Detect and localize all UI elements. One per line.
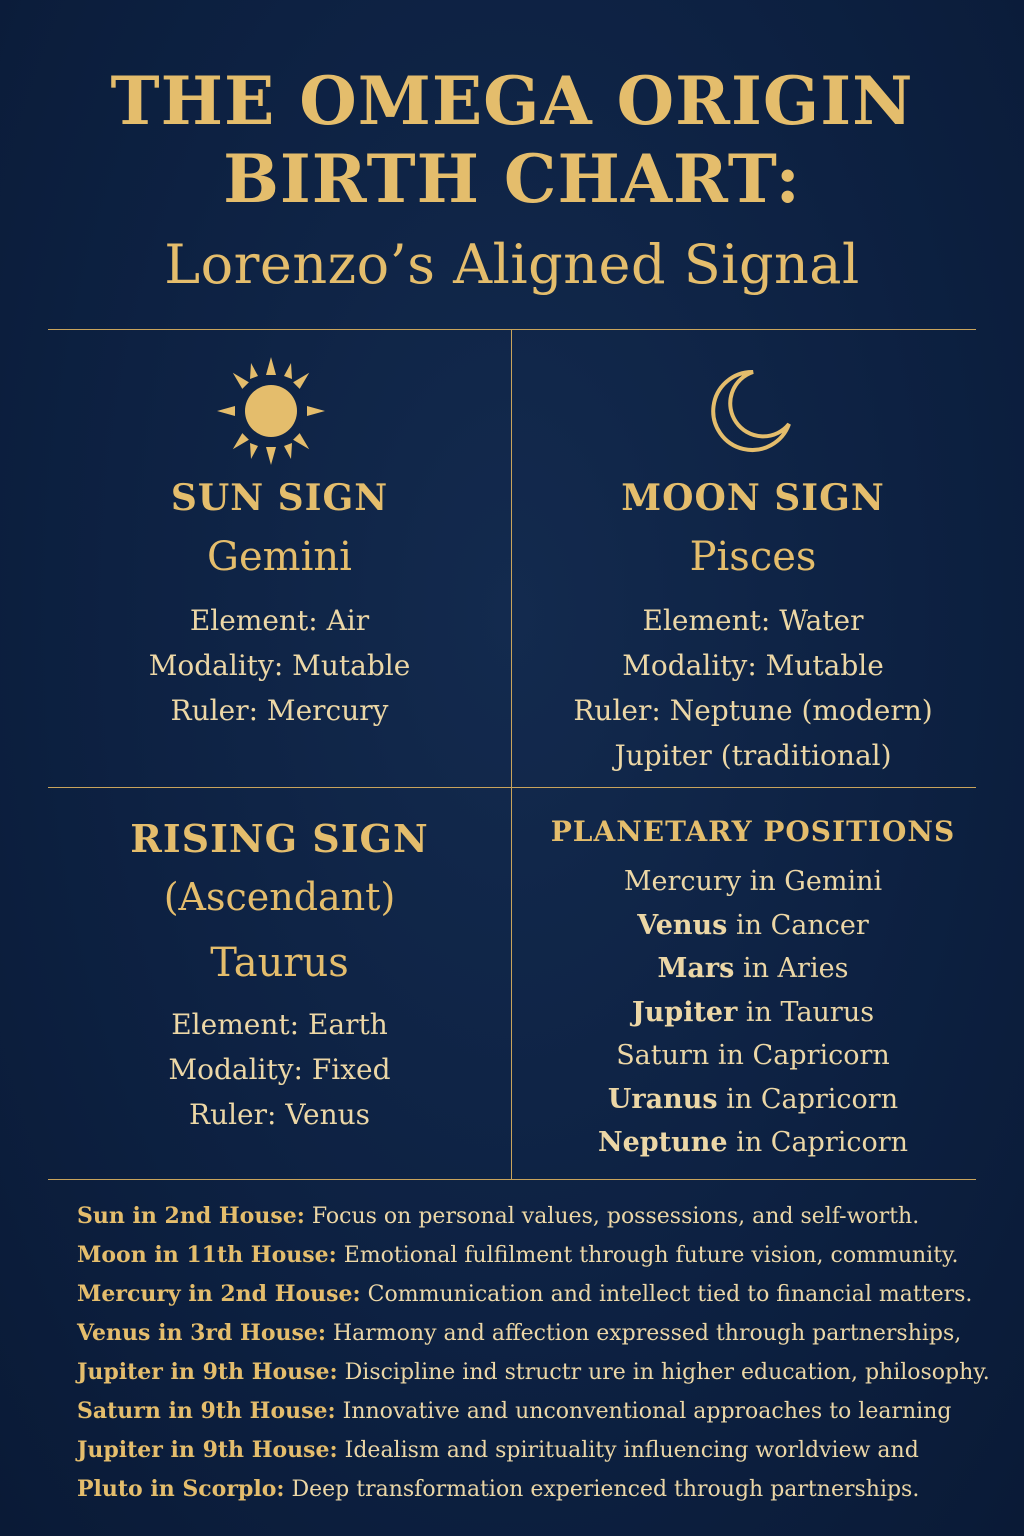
planet-sign: in Aries	[742, 953, 849, 984]
planet-position-item	[512, 860, 994, 904]
house-note-label: Pluto in Scorplo:	[77, 1476, 285, 1502]
house-note-text: Communication and intellect tied to financial matters.	[360, 1282, 973, 1307]
planet-name: Jupiter	[631, 996, 738, 1028]
rising-modality: Modality: Fixed	[168, 1053, 391, 1086]
planet-sign: in Taurus	[745, 996, 875, 1028]
planet-sign: in Capricorn	[717, 1040, 890, 1071]
house-note-label: Moon in 11th House:	[77, 1242, 337, 1268]
moon-element: Element: Water	[642, 604, 864, 637]
house-note-label: Mercury in 2nd House:	[77, 1281, 361, 1307]
house-note	[77, 1197, 1007, 1236]
house-note-text: Focus on personal values, possessions, and self-worth.	[304, 1204, 920, 1229]
house-note-label: Jupiter in 9th House:	[77, 1437, 338, 1463]
house-note-text: Emotional fulfilment through future vision, community.	[336, 1243, 959, 1268]
planet-list	[512, 860, 994, 1165]
house-note	[77, 1470, 1007, 1509]
rising-element: Element: Earth	[171, 1008, 388, 1041]
bottom-divider	[48, 1179, 976, 1180]
house-note-text: Innovative and unconventional approaches to learning	[335, 1399, 952, 1424]
house-note-label: Sun in 2nd House:	[77, 1203, 305, 1229]
rising-sign-panel	[48, 814, 511, 1137]
ascendant-label: (Ascendant)	[163, 875, 396, 919]
planetary-positions-heading: PLANETARY POSITIONS	[550, 815, 956, 848]
planet-position-item	[512, 947, 994, 991]
house-note	[77, 1431, 1007, 1470]
planet-sign: in Gemini	[749, 866, 883, 897]
subtitle: Lorenzo’s Aligned Signal	[164, 233, 860, 296]
house-note-text: Harmony and affection expressed through partnerships,	[326, 1321, 962, 1346]
house-notes	[77, 1197, 1007, 1509]
rising-sign-name: Taurus	[210, 940, 349, 986]
planet-position-item	[512, 1034, 994, 1078]
house-note-text: Idealism and spirituality influencing worldview and	[337, 1438, 919, 1463]
moon-sign-panel	[512, 476, 994, 778]
rising-ruler: Ruler: Venus	[188, 1098, 370, 1131]
planet-name: Mercury	[623, 866, 742, 897]
sun-sign-name: Gemini	[207, 534, 352, 580]
sun-element: Element: Air	[189, 604, 370, 637]
planet-name: Mars	[657, 953, 735, 984]
rising-sign-heading: RISING SIGN	[130, 816, 429, 861]
planet-name: Saturn	[616, 1040, 710, 1071]
sun-icon	[215, 355, 327, 467]
sun-ruler: Ruler: Mercury	[170, 694, 389, 727]
house-note	[77, 1275, 1007, 1314]
planetary-positions-panel	[512, 812, 994, 1165]
planet-position-item	[512, 991, 994, 1035]
house-note	[77, 1236, 1007, 1275]
sun-modality: Modality: Mutable	[148, 649, 411, 682]
middle-divider	[48, 787, 976, 788]
house-note-label: Venus in 3rd House:	[77, 1320, 326, 1346]
planet-name: Neptune	[597, 1127, 728, 1158]
house-note	[77, 1353, 1007, 1392]
moon-ruler: Ruler: Neptune (modern)	[573, 694, 933, 727]
house-note	[77, 1392, 1007, 1431]
planet-sign: in Capricorn	[736, 1127, 909, 1158]
planet-position-item	[512, 1121, 994, 1165]
house-note	[77, 1314, 1007, 1353]
house-note-text: Deep transformation experienced through partnerships.	[284, 1477, 920, 1502]
top-divider	[48, 329, 976, 330]
house-note-label: Saturn in 9th House:	[77, 1398, 336, 1424]
sun-sign-heading: SUN SIGN	[170, 477, 389, 519]
house-note-label: Jupiter in 9th House:	[77, 1359, 338, 1385]
planet-position-item	[512, 1078, 994, 1122]
sun-sign-panel	[48, 476, 511, 733]
title-line-1: THE OMEGA ORIGIN	[110, 62, 914, 140]
moon-modality: Modality: Mutable	[622, 649, 884, 682]
planet-sign: in Cancer	[735, 909, 869, 941]
house-note-text: Discipline ind structr ure in higher education, philosophy.	[337, 1360, 990, 1385]
moon-ruler-traditional: Jupiter (traditional)	[614, 739, 892, 772]
planet-sign: in Capricorn	[726, 1083, 899, 1115]
title-line-2: BIRTH CHART:	[223, 140, 801, 218]
planet-name: Venus	[637, 909, 728, 941]
planet-name: Uranus	[607, 1083, 718, 1115]
moon-sign-heading: MOON SIGN	[621, 477, 885, 519]
planet-position-item	[512, 904, 994, 948]
moon-sign-name: Pisces	[689, 534, 817, 580]
crescent-moon-icon	[705, 366, 795, 456]
